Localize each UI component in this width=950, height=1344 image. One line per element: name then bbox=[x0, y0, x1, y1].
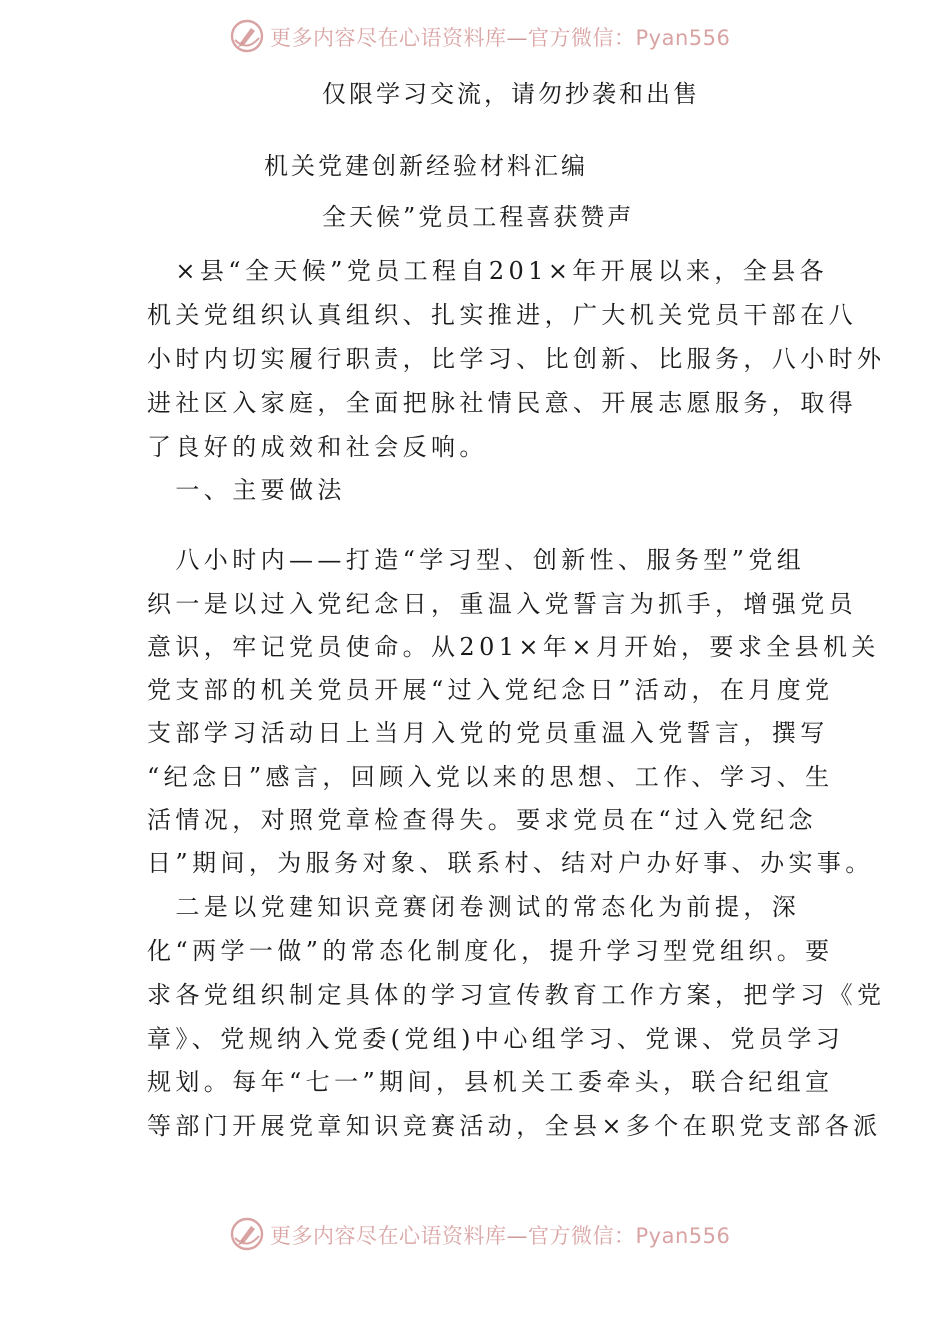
body-text-line: 规划。每年“七一”期间，县机关工委牵头，联合纪组宣 bbox=[147, 1068, 834, 1096]
document-title: 机关党建创新经验材料汇编 bbox=[264, 152, 588, 180]
body-text-line: 等部门开展党章知识竞赛活动，全县×多个在职党支部各派 bbox=[147, 1112, 882, 1140]
body-text-line: 活情况，对照党章检查得失。要求党员在“过入党纪念 bbox=[147, 806, 817, 834]
body-text-line: 党支部的机关党员开展“过入党纪念日”活动，在月度党 bbox=[147, 676, 834, 704]
body-text-line: 化“两学一做”的常态化制度化，提升学习型党组织。要 bbox=[147, 937, 834, 965]
header-watermark-banner bbox=[0, 16, 950, 56]
body-text-line: 支部学习活动日上当月入党的党员重温入党誓言，撰写 bbox=[147, 719, 829, 747]
pen-nib-logo-icon bbox=[229, 18, 265, 54]
body-text-line: 八小时内——打造“学习型、创新性、服务型”党组 bbox=[147, 546, 806, 574]
body-text-line: 章》、党规纳入党委(党组)中心组学习、党课、党员学习 bbox=[147, 1025, 845, 1053]
body-text-line: 织一是以过入党纪念日，重温入党誓言为抓手，增强党员 bbox=[147, 590, 857, 618]
body-text-line: 一、主要做法 bbox=[147, 476, 346, 504]
watermark-text: 更多内容尽在心语资料库—官方微信：Pyan556 bbox=[270, 26, 731, 50]
body-text-line: 意识，牢记党员使命。从201×年×月开始，要求全县机关 bbox=[147, 633, 880, 661]
body-text-line: 求各党组织制定具体的学习宣传教育工作方案，把学习《党 bbox=[147, 981, 886, 1009]
body-text-line: 小时内切实履行职责，比学习、比创新、比服务，八小时外 bbox=[147, 345, 886, 373]
copyright-notice: 仅限学习交流，请勿抄袭和出售 bbox=[322, 80, 700, 108]
body-text-line: 了良好的成效和社会反响。 bbox=[147, 433, 488, 461]
body-text-line: ×县“全天候”党员工程自201×年开展以来，全县各 bbox=[147, 257, 828, 285]
pen-nib-logo-icon bbox=[229, 1216, 265, 1252]
body-text-line: 二是以党建知识竞赛闭卷测试的常态化为前提，深 bbox=[147, 893, 801, 921]
body-text-line: 日”期间，为服务对象、联系村、结对户办好事、办实事。 bbox=[147, 849, 874, 877]
footer-watermark-banner bbox=[0, 1214, 950, 1254]
body-text-line: 机关党组织认真组织、扎实推进，广大机关党员干部在八 bbox=[147, 301, 857, 329]
body-text-line: 进社区入家庭，全面把脉社情民意、开展志愿服务，取得 bbox=[147, 389, 857, 417]
watermark-text: 更多内容尽在心语资料库—官方微信：Pyan556 bbox=[270, 1224, 731, 1248]
body-text-line: “纪念日”感言，回顾入党以来的思想、工作、学习、生 bbox=[147, 763, 834, 791]
article-title: 全天候”党员工程喜获赞声 bbox=[322, 203, 635, 231]
